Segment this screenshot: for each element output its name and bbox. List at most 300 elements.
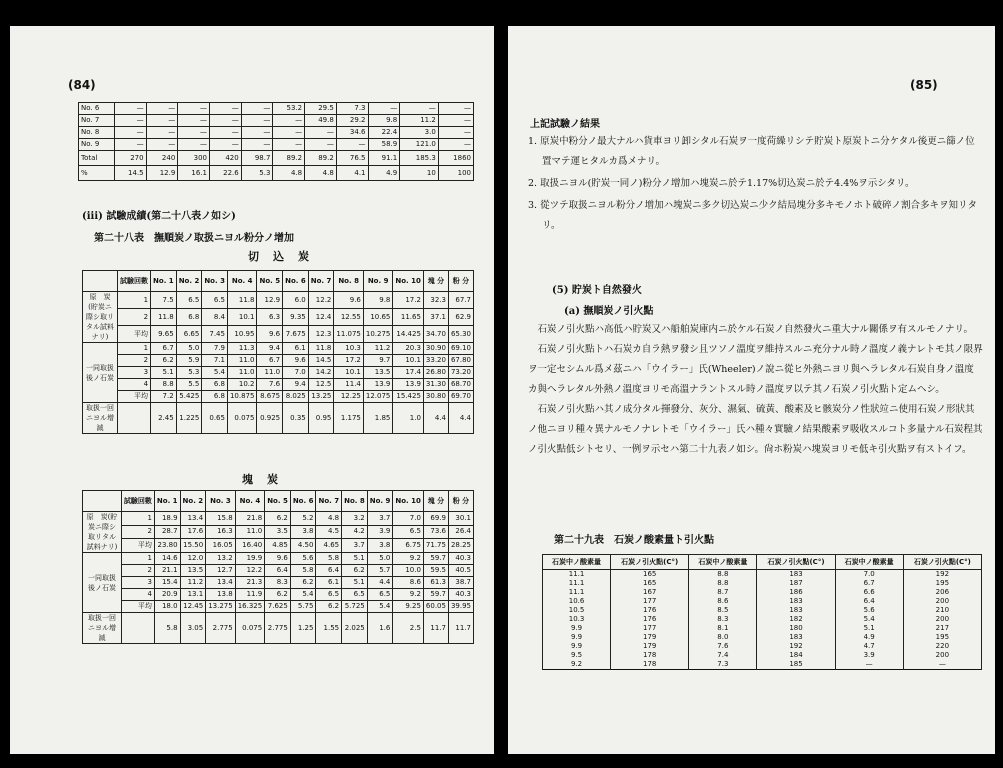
table-cell: 89.2 xyxy=(273,151,305,166)
table-cell: — xyxy=(273,139,305,151)
diff-row xyxy=(83,613,474,644)
column-header: No. 4 xyxy=(235,491,265,512)
table-cell: 11.7 xyxy=(448,613,473,644)
table-cell: 4.7 xyxy=(835,642,903,651)
column-header: No. 10 xyxy=(393,271,424,292)
table-cell: — xyxy=(178,115,210,127)
table-row xyxy=(83,379,474,391)
table-row xyxy=(83,577,474,589)
body-paragraphs xyxy=(528,320,983,460)
table-row xyxy=(79,103,474,115)
table-28-cut-coal xyxy=(82,270,474,434)
group-label: 原 炭(貯炭ニ際シ取リタル試料ナリ) xyxy=(83,512,122,553)
trial-number: 1 xyxy=(118,292,151,309)
diff-label: 取扱一回ニヨル增減 xyxy=(83,613,122,644)
table-cell: 3.8 xyxy=(290,525,316,539)
table-cell: 73.20 xyxy=(448,367,473,379)
table-cell: 20.3 xyxy=(393,343,424,355)
table-cell: 22.6 xyxy=(210,166,242,181)
trial-number: 1 xyxy=(121,553,154,565)
column-header: No. 3 xyxy=(202,271,228,292)
table-29-oxygen-ignition xyxy=(542,554,982,670)
table-cell: 3.9 xyxy=(367,525,393,539)
table-cell: 6.4 xyxy=(835,597,903,606)
table-cell: 19.9 xyxy=(235,553,265,565)
table-cell: 3.5 xyxy=(265,525,291,539)
table-cell: 0.925 xyxy=(257,403,283,434)
table-cell: 9.8 xyxy=(368,115,400,127)
column-header: No. 6 xyxy=(283,271,309,292)
table-row xyxy=(543,642,982,651)
table-cell: 6.2 xyxy=(151,355,177,367)
table-cell: 4.1 xyxy=(336,166,368,181)
table-cell: 11.0 xyxy=(257,367,283,379)
table-cell: 49.8 xyxy=(305,115,337,127)
table-cell: 14.425 xyxy=(393,326,424,343)
table-cell: 192 xyxy=(903,570,981,580)
table-cell: 11.1 xyxy=(543,570,611,580)
table-cell: 30.90 xyxy=(423,343,448,355)
table-cell: 4.50 xyxy=(290,539,316,553)
row-label: No. 7 xyxy=(79,115,115,127)
table-cell: — xyxy=(400,103,439,115)
table-row xyxy=(543,624,982,633)
table-cell: — xyxy=(114,115,146,127)
table-cell: 2.5 xyxy=(393,613,424,644)
table-cell: 58.9 xyxy=(368,139,400,151)
table-cell: 12.55 xyxy=(334,309,364,326)
table-cell: — xyxy=(146,127,178,139)
table-cell: 12.0 xyxy=(180,553,206,565)
table-28a-title: 切込炭 xyxy=(248,250,323,263)
table-cell: 7.45 xyxy=(202,326,228,343)
table-cell: 9.9 xyxy=(543,642,611,651)
table-cell: 69.9 xyxy=(423,512,448,526)
table-cell: 65.30 xyxy=(448,326,473,343)
table-cell: 26.4 xyxy=(448,525,473,539)
table-cell: 12.9 xyxy=(146,166,178,181)
table-row xyxy=(83,565,474,577)
table-cell: 185 xyxy=(757,660,835,670)
column-header: 石炭ノ引火點(C°) xyxy=(611,555,689,570)
table-cell: 9.5 xyxy=(543,651,611,660)
table-cell: 5.6 xyxy=(835,606,903,615)
table-cell: 182 xyxy=(757,615,835,624)
trial-number: 1 xyxy=(118,343,151,355)
table-cell: 10.3 xyxy=(334,343,364,355)
paragraph: 石炭ノ引火點ハ其ノ成分タル揮發分、灰分、濕氣、硫黃、酸素及ヒ骸炭分ノ性狀竝ニ使用石炭ノ形狀其ノ他ニヨリ種々異ナルモノナレトモ「ウイラー」氏ハ種々實驗ノ結果酸素ヲ吸收スルコト多量ナル石炭程其ノ引火點低シトセリ、一例ヲ示セハ第二十九表ノ如シ。尙ホ粉炭ハ塊炭ヨリモ低キ引火點ヲ有ストイフ。 xyxy=(528,404,983,455)
table-cell: 167 xyxy=(611,588,689,597)
table-cell: — xyxy=(241,103,273,115)
table-cell: 12.25 xyxy=(334,391,364,403)
table-cell: 8.8 xyxy=(151,379,177,391)
table-cell: 12.4 xyxy=(308,309,334,326)
table-cell: 5.4 xyxy=(835,615,903,624)
trial-number: 2 xyxy=(118,309,151,326)
table-cell: 13.4 xyxy=(180,512,206,526)
table-cell: 200 xyxy=(903,615,981,624)
table-cell: 0.95 xyxy=(308,403,334,434)
table-cell: 2.025 xyxy=(342,613,368,644)
table-cell: 8.4 xyxy=(202,309,228,326)
column-header: No. 1 xyxy=(154,491,180,512)
table-cell: 13.5 xyxy=(180,565,206,577)
table-cell: 13.9 xyxy=(363,379,393,391)
table-cell: 0.075 xyxy=(227,403,257,434)
table-cell: 2.775 xyxy=(265,613,291,644)
table-cell: 16.05 xyxy=(206,539,236,553)
table-cell: 7.625 xyxy=(265,601,291,613)
table-cell: 9.25 xyxy=(393,601,424,613)
table-cell: — xyxy=(273,127,305,139)
table-cell: 33.20 xyxy=(423,355,448,367)
table-cell: 217 xyxy=(903,624,981,633)
table-cell: 11.65 xyxy=(393,309,424,326)
table-cell: 16.3 xyxy=(206,525,236,539)
table-cell: 187 xyxy=(757,579,835,588)
column-header: No. 10 xyxy=(393,491,424,512)
column-header: No. 5 xyxy=(265,491,291,512)
table-cell: 7.0 xyxy=(393,512,424,526)
trial-number: 3 xyxy=(118,367,151,379)
section-heading-iii: (iii) 試驗成績(第二十八表ノ如シ) xyxy=(82,211,236,222)
table-cell: — xyxy=(273,115,305,127)
column-header: No. 5 xyxy=(257,271,283,292)
table-cell: — xyxy=(241,139,273,151)
table-cell: 420 xyxy=(210,151,242,166)
table-cell: 7.0 xyxy=(283,367,309,379)
table-cell: 9.2 xyxy=(543,660,611,670)
table-cell: 7.4 xyxy=(689,651,757,660)
table-cell: 5.4 xyxy=(290,589,316,601)
table-cell: 12.2 xyxy=(308,292,334,309)
table-cell: 8.5 xyxy=(689,606,757,615)
results-list xyxy=(528,132,983,238)
table-cell: 195 xyxy=(903,579,981,588)
table-cell: 16.1 xyxy=(178,166,210,181)
table-row xyxy=(83,589,474,601)
table-cell: 9.6 xyxy=(334,292,364,309)
table-cell: 12.9 xyxy=(257,292,283,309)
table-cell: 14.6 xyxy=(154,553,180,565)
table-cell: 4.8 xyxy=(305,166,337,181)
column-header: No. 1 xyxy=(151,271,177,292)
table-cell: 10.275 xyxy=(363,326,393,343)
table-cell: 9.6 xyxy=(257,326,283,343)
table-row xyxy=(79,139,474,151)
table-cell: 12.45 xyxy=(180,601,206,613)
table-cell: 13.8 xyxy=(206,589,236,601)
table-cell: 178 xyxy=(611,651,689,660)
top-distribution-table xyxy=(78,102,474,181)
table-cell: — xyxy=(114,139,146,151)
table-row xyxy=(83,309,474,326)
table-cell: 9.2 xyxy=(393,589,424,601)
table-cell: 40.5 xyxy=(448,565,473,577)
table-cell: 12.075 xyxy=(363,391,393,403)
table-row xyxy=(83,292,474,309)
result-item: 3. 從ツテ取扱ニヨル粉分ノ增加ハ塊炭ニ多ク切込炭ニ少ク結局塊分多キモノホト破碎ノ割合多キヲ知リタリ。 xyxy=(528,200,977,231)
table-cell: 37.1 xyxy=(423,309,448,326)
table-cell: 8.0 xyxy=(689,633,757,642)
table-cell: 9.9 xyxy=(543,633,611,642)
table-cell: 8.6 xyxy=(689,597,757,606)
column-header: No. 7 xyxy=(316,491,342,512)
table-cell: 6.4 xyxy=(265,565,291,577)
table-cell: 59.5 xyxy=(423,565,448,577)
table-cell: 7.9 xyxy=(202,343,228,355)
table-cell: 10.3 xyxy=(543,615,611,624)
table-cell: 200 xyxy=(903,651,981,660)
table-cell: 6.5 xyxy=(393,525,424,539)
table-cell: 4.8 xyxy=(316,512,342,526)
table-cell: 6.8 xyxy=(202,379,228,391)
table-cell: 177 xyxy=(611,624,689,633)
table-cell: 91.1 xyxy=(368,151,400,166)
table-cell: 29.2 xyxy=(336,115,368,127)
column-header: No. 7 xyxy=(308,271,334,292)
table-cell: 8.6 xyxy=(393,577,424,589)
table-cell: 4.85 xyxy=(265,539,291,553)
table-cell: 6.8 xyxy=(176,309,202,326)
table-cell: 11.0 xyxy=(227,355,257,367)
table-cell: 4.4 xyxy=(448,403,473,434)
table-cell: 17.2 xyxy=(393,292,424,309)
table-cell: 6.2 xyxy=(265,512,291,526)
table-cell: 3.9 xyxy=(835,651,903,660)
column-header: 試驗回數 xyxy=(121,491,154,512)
table-row xyxy=(543,597,982,606)
column-header: No. 4 xyxy=(227,271,257,292)
table-cell: 11.8 xyxy=(227,292,257,309)
table-cell: 8.3 xyxy=(689,615,757,624)
table-cell: 21.1 xyxy=(154,565,180,577)
table-cell: 59.7 xyxy=(423,553,448,565)
row-label: No. 6 xyxy=(79,103,115,115)
table-cell: 6.2 xyxy=(316,601,342,613)
table-cell: 9.6 xyxy=(283,355,309,367)
table-cell: 12.3 xyxy=(308,326,334,343)
table-cell: 195 xyxy=(903,633,981,642)
table-28-lump-coal xyxy=(82,490,474,644)
table-cell: 11.0 xyxy=(235,525,265,539)
table-cell: 98.7 xyxy=(241,151,273,166)
group-label: 一同取扱後ノ石炭 xyxy=(83,553,122,613)
table-cell: 13.25 xyxy=(308,391,334,403)
table-row xyxy=(83,601,474,613)
corner-cell xyxy=(83,271,118,292)
table-cell: 11.8 xyxy=(151,309,177,326)
table-cell: 1.225 xyxy=(176,403,202,434)
table-cell: 10.2 xyxy=(227,379,257,391)
table-cell: 5.8 xyxy=(154,613,180,644)
column-header: 石炭中ノ酸素量 xyxy=(689,555,757,570)
column-header: 石炭中ノ酸素量 xyxy=(543,555,611,570)
table-cell: 21.8 xyxy=(235,512,265,526)
trial-number: 1 xyxy=(121,512,154,526)
table-cell: 6.5 xyxy=(342,589,368,601)
table-cell: 11.0 xyxy=(227,367,257,379)
column-header: 石炭ノ引火點(C°) xyxy=(903,555,981,570)
left-page xyxy=(10,26,494,754)
table-row xyxy=(83,512,474,526)
table-cell: 67.7 xyxy=(448,292,473,309)
table-cell: 68.70 xyxy=(448,379,473,391)
column-header: No. 6 xyxy=(290,491,316,512)
table-cell: 6.5 xyxy=(316,589,342,601)
table-cell: 6.7 xyxy=(835,579,903,588)
table-cell: 6.5 xyxy=(367,589,393,601)
table-cell: 200 xyxy=(903,597,981,606)
column-header: 粉 分 xyxy=(448,491,473,512)
column-header: No. 8 xyxy=(342,491,368,512)
table-cell: 240 xyxy=(146,151,178,166)
table-cell: — xyxy=(438,115,473,127)
table-cell: 8.7 xyxy=(689,588,757,597)
table-cell: 16.40 xyxy=(235,539,265,553)
table-cell: 7.0 xyxy=(835,570,903,580)
table-cell: 73.6 xyxy=(423,525,448,539)
table-cell: 5.4 xyxy=(202,367,228,379)
table-cell: — xyxy=(438,103,473,115)
table-cell: 5.425 xyxy=(176,391,202,403)
table-cell: 7.3 xyxy=(336,103,368,115)
column-header: No. 9 xyxy=(367,491,393,512)
column-header: 石炭ノ引火點(C°) xyxy=(757,555,835,570)
corner-cell xyxy=(83,491,122,512)
table-cell: 12.5 xyxy=(308,379,334,391)
table-cell: 15.425 xyxy=(393,391,424,403)
table-cell: 5.6 xyxy=(290,553,316,565)
table-cell: 11.9 xyxy=(235,589,265,601)
table-cell: 62.9 xyxy=(448,309,473,326)
table-cell: 6.2 xyxy=(265,589,291,601)
trial-number: 2 xyxy=(118,355,151,367)
table-cell: 11.4 xyxy=(334,379,364,391)
table-cell: — xyxy=(210,115,242,127)
table-cell: 183 xyxy=(757,597,835,606)
trial-number: 平均 xyxy=(121,539,154,553)
table-cell: — xyxy=(146,103,178,115)
table-cell: 6.1 xyxy=(316,577,342,589)
table-cell: 5.1 xyxy=(342,577,368,589)
trial-number: 2 xyxy=(121,565,154,577)
table-row xyxy=(543,651,982,660)
table-cell: 14.2 xyxy=(308,367,334,379)
table-cell: 10 xyxy=(400,166,439,181)
column-header: 塊 分 xyxy=(423,491,448,512)
table-cell: 8.3 xyxy=(265,577,291,589)
table-cell: 8.1 xyxy=(689,624,757,633)
table-cell: — xyxy=(241,115,273,127)
table-cell: 7.2 xyxy=(151,391,177,403)
table-cell: — xyxy=(146,139,178,151)
table-cell: 9.4 xyxy=(257,343,283,355)
right-page xyxy=(508,26,995,754)
column-header: No. 2 xyxy=(176,271,202,292)
table-row xyxy=(83,343,474,355)
table-cell: 220 xyxy=(903,642,981,651)
table-cell: — xyxy=(438,139,473,151)
table-cell: 177 xyxy=(611,597,689,606)
result-item: 2. 取扱ニヨル(貯炭一同ノ)粉分ノ增加ハ塊炭ニ於テ1.17%切込炭ニ於テ4.4%ヲ示シタリ。 xyxy=(528,178,915,189)
table-cell: 13.2 xyxy=(206,553,236,565)
table-cell: 40.3 xyxy=(448,553,473,565)
table-cell: 6.5 xyxy=(176,292,202,309)
table-cell: 69.10 xyxy=(448,343,473,355)
table-cell: 0.65 xyxy=(202,403,228,434)
table-cell: 11.2 xyxy=(363,343,393,355)
table-row xyxy=(79,115,474,127)
table-cell: 1.0 xyxy=(393,403,424,434)
table-cell: 7.6 xyxy=(689,642,757,651)
table-cell: 7.675 xyxy=(283,326,309,343)
table-cell: 11.1 xyxy=(543,588,611,597)
header-row xyxy=(83,491,474,512)
table-cell: 300 xyxy=(178,151,210,166)
table-cell: 13.9 xyxy=(393,379,424,391)
table-cell: 3.7 xyxy=(367,512,393,526)
table-cell: — xyxy=(114,103,146,115)
table-cell: 69.70 xyxy=(448,391,473,403)
table-cell: 9.9 xyxy=(543,624,611,633)
table-cell: — xyxy=(438,127,473,139)
table-cell: — xyxy=(178,103,210,115)
table-row xyxy=(83,525,474,539)
trial-number: 4 xyxy=(118,379,151,391)
table-cell: 183 xyxy=(757,606,835,615)
table-cell: 6.7 xyxy=(257,355,283,367)
group-label: 原 炭(貯炭ニ際シ取リタル試料ナリ) xyxy=(83,292,118,343)
table-cell: 67.80 xyxy=(448,355,473,367)
table-cell: 185.3 xyxy=(400,151,439,166)
table-cell: — xyxy=(178,139,210,151)
table-cell: 53.2 xyxy=(273,103,305,115)
table-cell: 11.2 xyxy=(180,577,206,589)
table-cell: 210 xyxy=(903,606,981,615)
table-cell: 2.45 xyxy=(151,403,177,434)
table-cell: 10.0 xyxy=(393,565,424,577)
table-cell: 8.8 xyxy=(689,579,757,588)
table-cell: 5.1 xyxy=(342,553,368,565)
table-cell: 6.4 xyxy=(316,565,342,577)
row-label: No. 9 xyxy=(79,139,115,151)
table-cell: 5.5 xyxy=(176,379,202,391)
table-cell: 60.05 xyxy=(423,601,448,613)
table-cell: 5.8 xyxy=(316,553,342,565)
table-cell: — xyxy=(210,103,242,115)
table-cell: 6.8 xyxy=(202,391,228,403)
table-row xyxy=(79,166,474,181)
diff-row xyxy=(83,403,474,434)
table-cell: 5.75 xyxy=(290,601,316,613)
table-cell: 38.7 xyxy=(448,577,473,589)
column-header: 粉 分 xyxy=(448,271,473,292)
table-cell: 10.875 xyxy=(227,391,257,403)
column-header: No. 8 xyxy=(334,271,364,292)
table-cell: 4.4 xyxy=(423,403,448,434)
table-cell: 165 xyxy=(611,570,689,580)
table-row xyxy=(543,606,982,615)
table-cell: 5.0 xyxy=(367,553,393,565)
table-cell: 11.2 xyxy=(400,115,439,127)
table-cell: 29.5 xyxy=(305,103,337,115)
result-item: 1. 原炭中粉分ノ最大ナルハ貨車ヨリ卸シタル石炭ヲ一度荷繰リシテ貯炭ト原炭トニ分ケタル後更ニ篩ノ位置マテ運ヒタルカ爲メナリ。 xyxy=(528,136,975,167)
table-row xyxy=(543,588,982,597)
table-cell: 13.275 xyxy=(206,601,236,613)
table-cell: 9.7 xyxy=(363,355,393,367)
table-row xyxy=(543,633,982,642)
